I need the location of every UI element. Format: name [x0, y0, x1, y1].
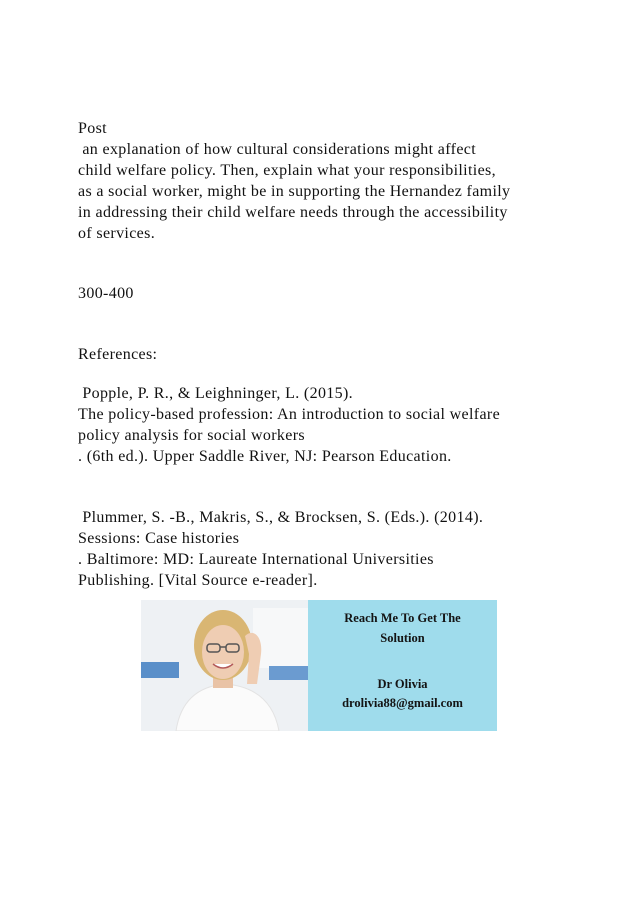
prompt-text-line: of services. — [78, 225, 156, 242]
prompt-text-line: as a social worker, might be in supporting the Hernandez family — [78, 183, 511, 200]
prompt-text-line: in addressing their child welfare needs through the accessibility — [78, 204, 508, 221]
contact-email: drolivia88@gmail.com — [342, 696, 463, 710]
reference-line: The policy-based profession: An introduction to social welfare — [78, 406, 501, 423]
promo-headline: Solution — [380, 631, 425, 645]
word-count: 300-400 — [78, 285, 134, 302]
promo-headline: Reach Me To Get The — [344, 611, 461, 625]
contact-name: Dr Olivia — [377, 677, 428, 691]
reference-line: policy analysis for social workers — [78, 427, 305, 444]
references-heading: References: — [78, 346, 158, 363]
woman-with-glasses-photo — [141, 600, 308, 731]
reference-line: Plummer, S. -B., Makris, S., & Brocksen, S. (Eds.). (2014). — [78, 509, 484, 526]
portrait-illustration — [141, 600, 308, 731]
contact-banner — [141, 600, 497, 731]
reference-line: Sessions: Case histories — [78, 530, 240, 547]
prompt-text-line: an explanation of how cultural considerations might affect — [78, 141, 477, 158]
prompt-text-line: child welfare policy. Then, explain what your responsibilities, — [78, 162, 496, 179]
contact-info-panel — [308, 600, 497, 731]
reference-line: Publishing. [Vital Source e-reader]. — [78, 572, 318, 589]
reference-line: Popple, P. R., & Leighninger, L. (2015). — [78, 385, 354, 402]
prompt-heading: Post — [78, 120, 107, 137]
reference-line: . Baltimore: MD: Laureate International Universities — [78, 551, 434, 568]
reference-line: . (6th ed.). Upper Saddle River, NJ: Pearson Education. — [78, 448, 452, 465]
